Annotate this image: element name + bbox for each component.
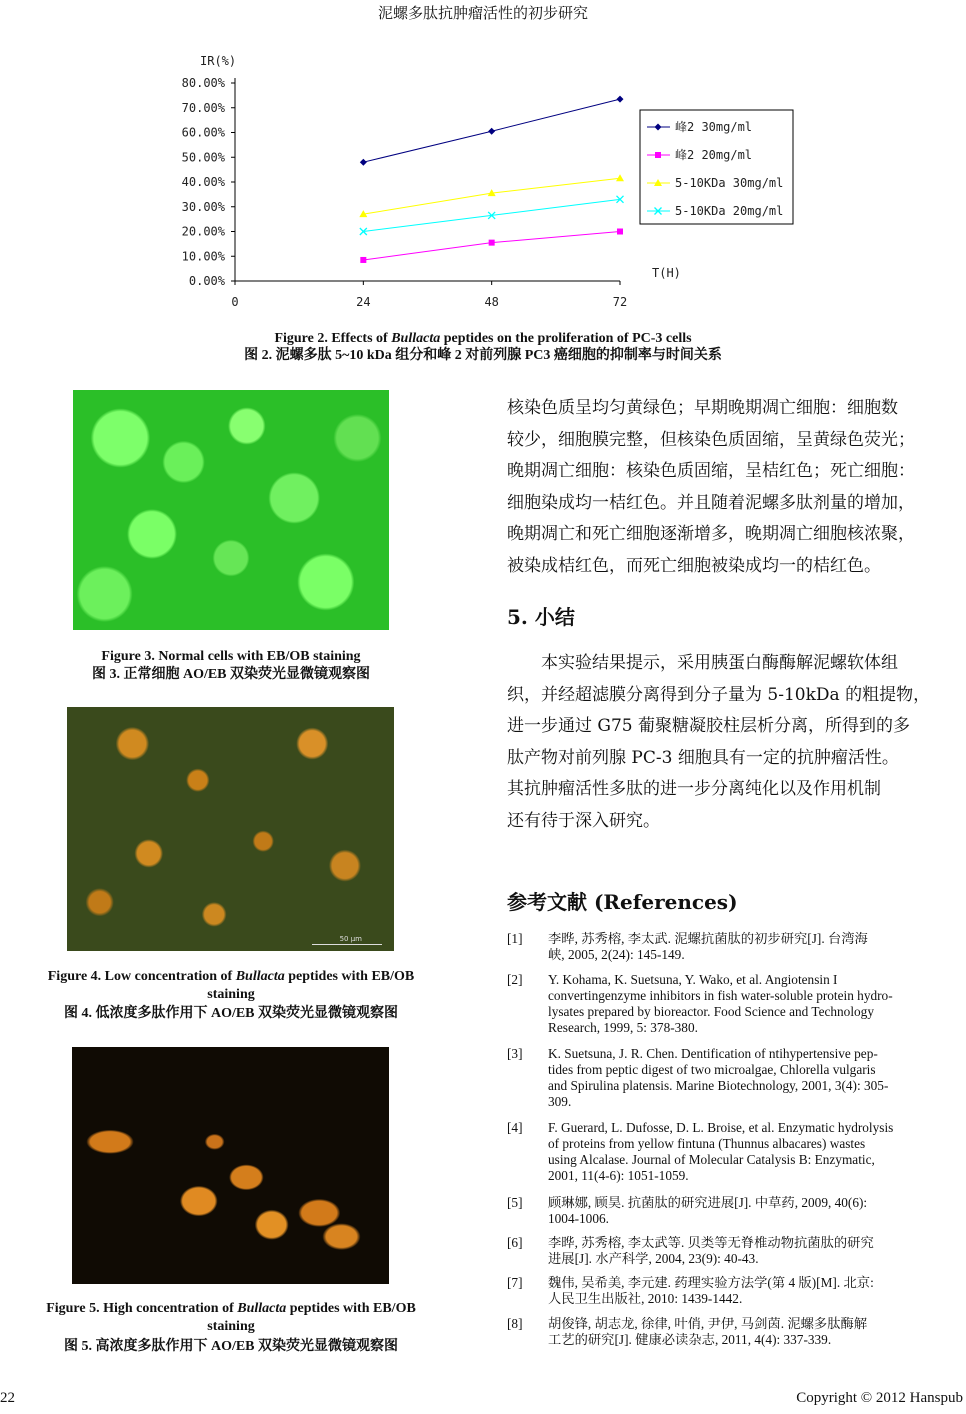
figure-3-caption-cn: 图 3. 正常细胞 AO/EB 双染荧光显微镜观察图 [91,667,371,682]
data-point [360,159,367,166]
y-tick-label: 50.00% [181,150,225,165]
data-point [616,174,624,181]
paragraph-1: 核染色质呈均匀黄绿色；早期晚期凋亡细胞：细胞数 较少，细胞膜完整，但核染色质固缩，呈黄绿色荧光； 晚期凋亡细胞：核染色质固缩，呈桔红色；死亡细胞： 细胞染成均一桔红色。并且随着泥螺多肽剂量的增加， 晚期凋亡和死亡细胞逐渐增多，晚期凋亡细胞核浓聚， 被染成桔红色，而死亡细胞被染成均一的桔红色。 [507,398,915,576]
figure-5-caption-cn: 图 5. 高浓度多肽作用下 AO/EB 双染荧光显微镜观察图 [63,1339,399,1354]
page-number: 22 [0,1390,15,1406]
running-header: 泥螺多肽抗肿瘤活性的初步研究 [377,4,588,22]
y-tick-label: 20.00% [181,224,225,239]
legend-label: 峰2 30mg/ml [675,120,753,134]
y-tick-label: 60.00% [181,125,225,140]
figure-4-caption-en-line2: staining [207,987,255,1002]
figure-4-image [67,707,394,951]
legend-label: 5-10KDa 30mg/ml [675,176,784,190]
data-point [489,240,495,246]
section-5-heading: 5. 小结 [507,605,575,629]
x-tick-label: 24 [356,295,371,309]
figure-2-caption-cn: 图 2. 泥螺多肽 5~10 kDa 组分和峰 2 对前列腺 PC3 癌细胞的抑制率与时间关系 [244,348,722,363]
figure-5-caption-en: Figure 5. High concentration of Bullacta peptides with EB/OB [46,1301,416,1316]
data-point [617,229,623,235]
references-heading: 参考文献 (References) [507,890,738,914]
series-line-2 [363,232,620,260]
scale-bar [312,944,382,945]
figure-4-caption-en: Figure 4. Low concentration of Bullacta peptides with EB/OB [47,969,415,984]
data-point [488,128,495,135]
series-line-3 [363,178,620,214]
figure-3-caption-en: Figure 3. Normal cells with EB/OB staining [101,649,361,664]
y-tick-label: 10.00% [181,249,225,264]
y-tick-label: 0.00% [188,274,225,288]
paragraph-2: 本实验结果提示，采用胰蛋白酶酶解泥螺软体组 织，并经超滤膜分离得到分子量为 5-10kDa 的粗提物， 进一步通过 G75 葡聚糖凝胶柱层析分离，所得到的多 肽产物对前列腺 PC-3 细胞具有一定的抗肿瘤活性。 其抗肿瘤活性多肽的进一步分离纯化以及作用机制 还有待于深入研究。 [507,653,931,831]
figure-2-caption-en: Figure 2. Effects of Bullacta peptides on the proliferation of PC-3 cells [274,331,692,346]
legend-label: 峰2 20mg/ml [675,148,753,162]
y-tick-label: 70.00% [181,100,225,115]
line-chart [160,50,810,320]
x-tick-label: 48 [484,295,499,309]
legend-marker [655,152,661,158]
figure-4-caption-cn: 图 4. 低浓度多肽作用下 AO/EB 双染荧光显微镜观察图 [63,1006,399,1021]
figure-5-image [72,1047,389,1284]
y-tick-label: 80.00% [181,76,225,90]
x-axis-label: T(H) [652,266,681,280]
copyright: Copyright © 2012 Hanspub [796,1390,963,1406]
data-point [360,257,366,263]
x-tick-label: 72 [612,295,628,309]
figure-5-caption-en-line2: staining [207,1319,255,1334]
legend-label: 5-10KDa 20mg/ml [675,204,784,218]
y-tick-label: 30.00% [181,199,225,214]
y-tick-label: 40.00% [181,175,225,189]
data-point [617,96,624,103]
y-axis-label: IR(%) [200,54,237,68]
scale-bar-label: 50 μm [339,935,362,943]
figure-3-image [73,390,389,630]
x-tick-label: 0 [231,295,239,309]
